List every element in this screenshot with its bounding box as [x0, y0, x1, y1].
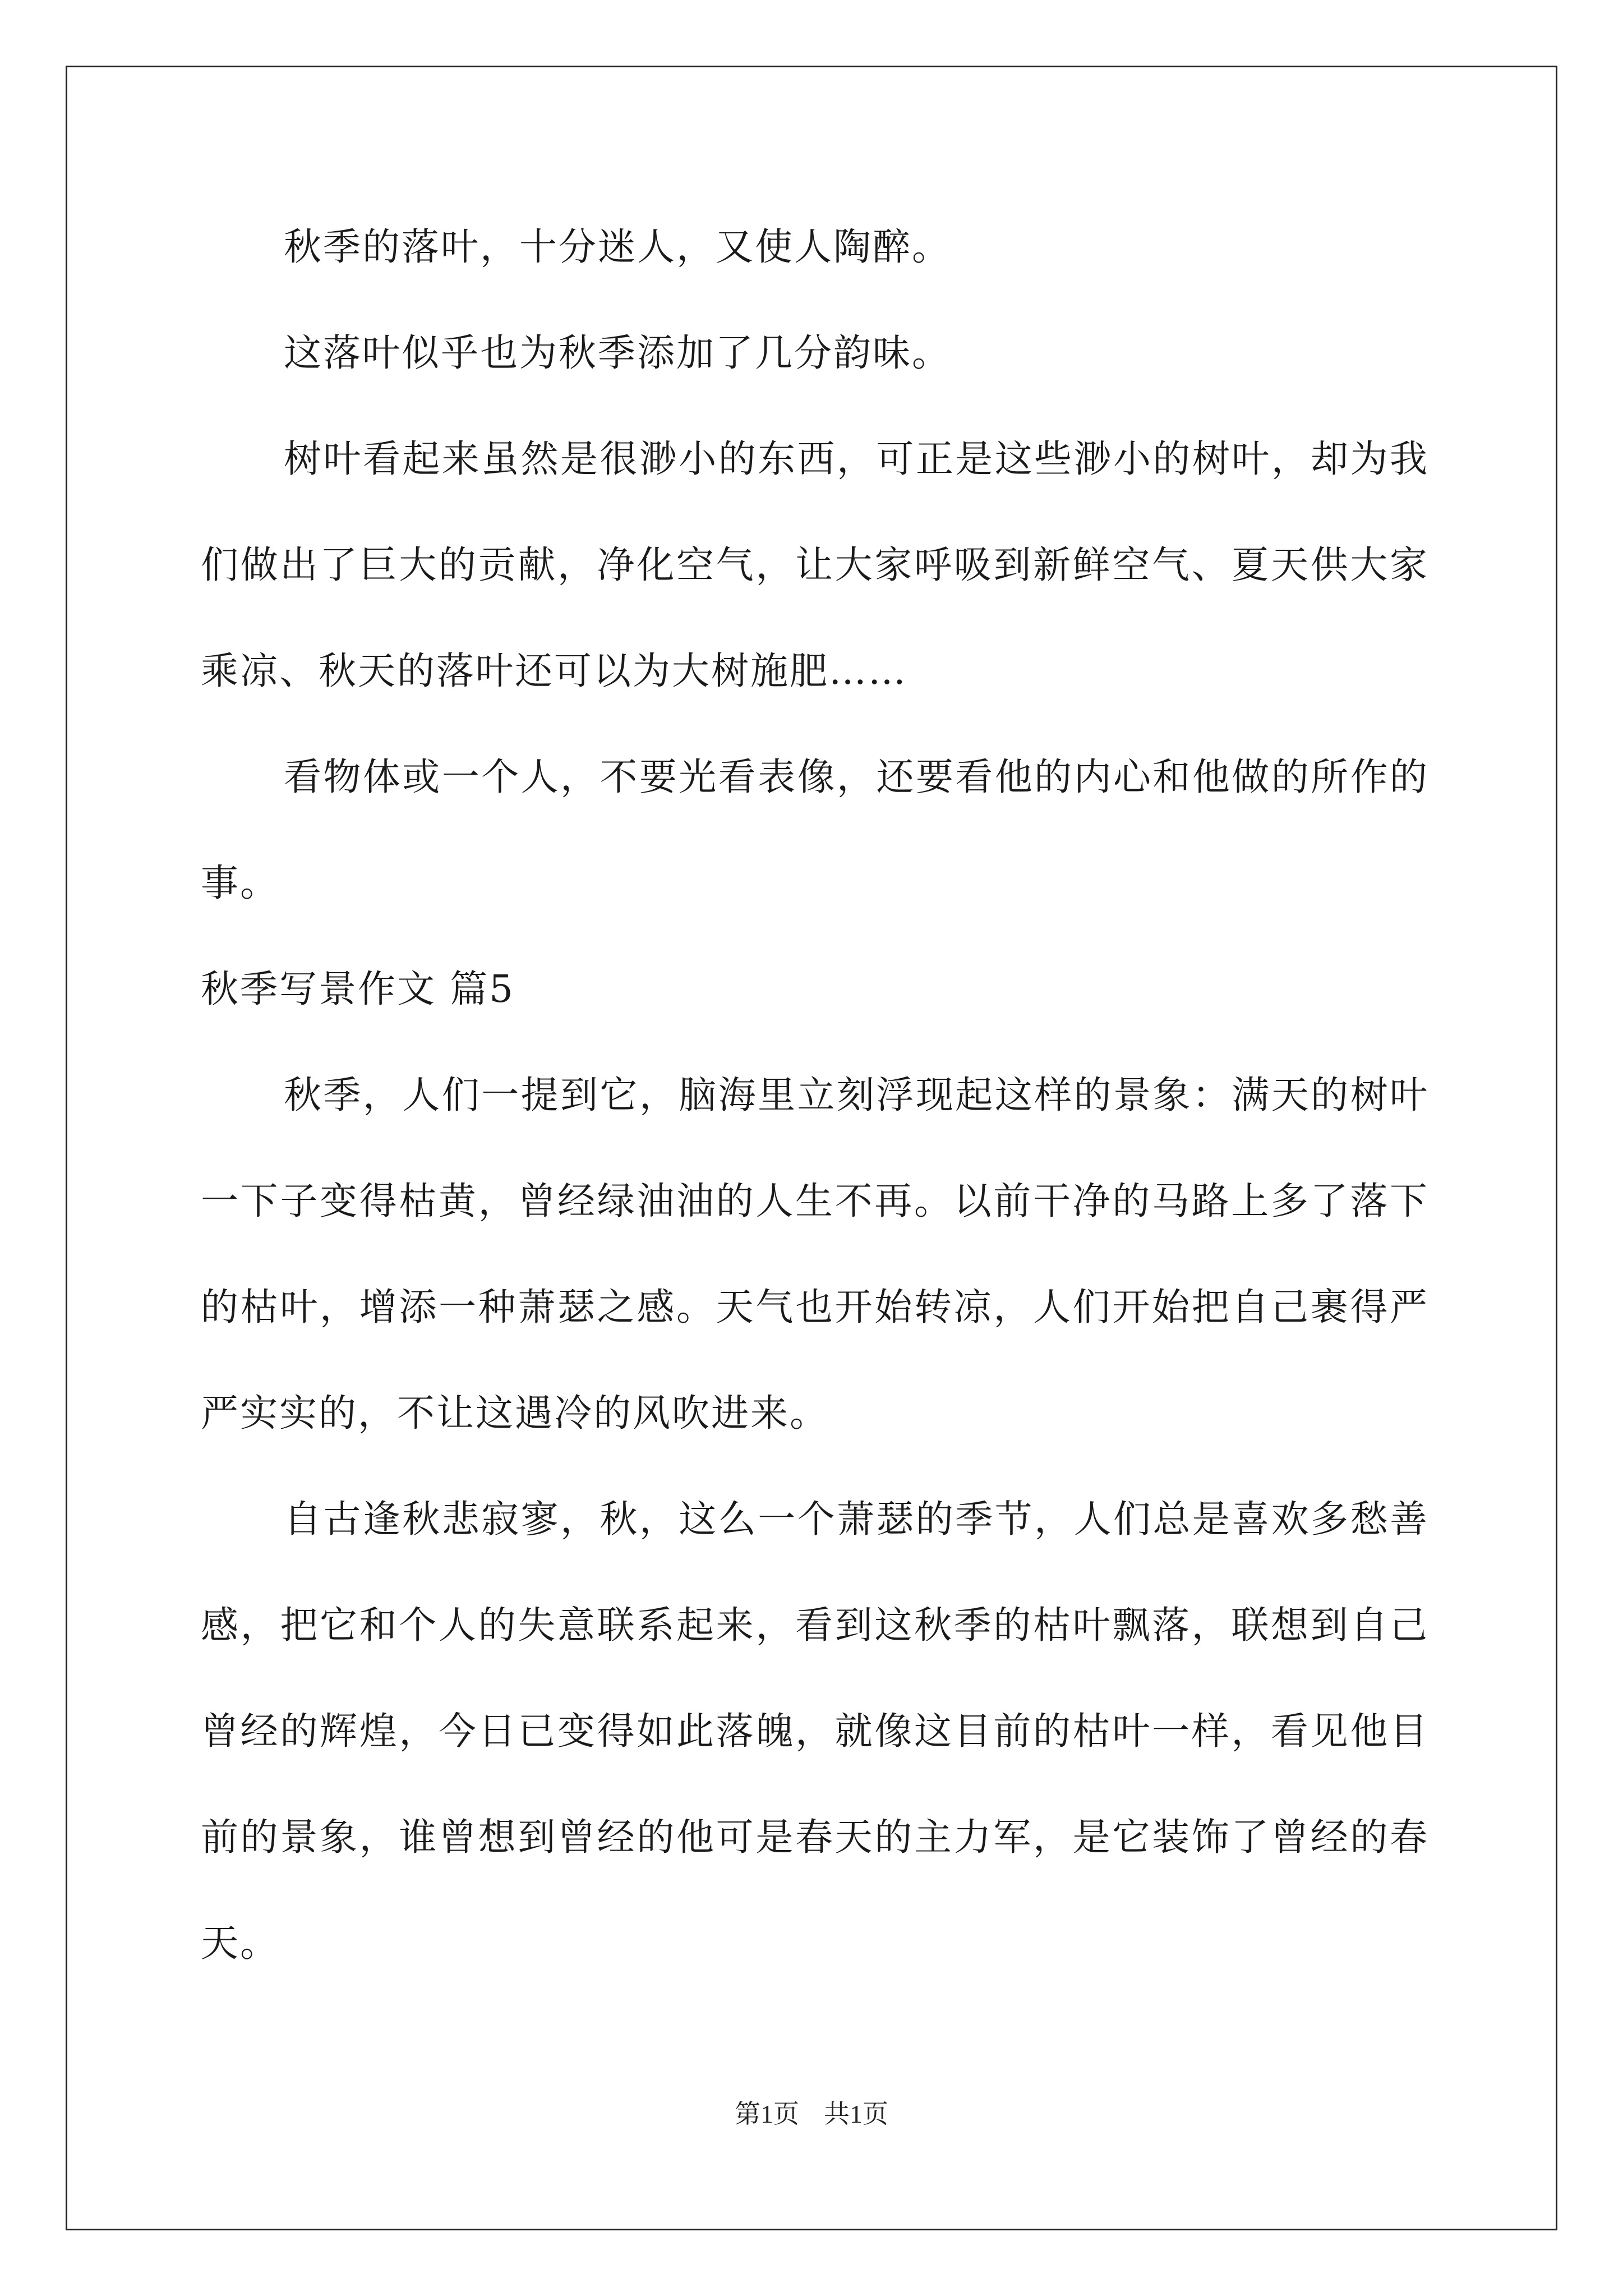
section-heading: 秋季写景作文 篇5: [201, 967, 515, 1011]
paragraph-6: 自古逢秋悲寂寥，秋，这么一个萧瑟的季节，人们总是喜欢多愁善感，把它和个人的失意联系起来，看到这秋季的枯叶飘落，联想到自己曾经的辉煌，今日已变得如此落魄，就像这目前的枯叶一样，看见他目前的景象，谁曾想到曾经的他可是春天的主力军，是它装饰了曾经的春天。: [201, 1497, 1429, 1965]
paragraph-1: 秋季的落叶，十分迷人，又使人陶醉。: [284, 225, 951, 269]
paragraph-4: 看物体或一个人，不要光看表像，还要看他的内心和他做的所作的事。: [201, 755, 1429, 905]
page-total: 共1页: [824, 2100, 888, 2128]
page-number: 第1页: [735, 2100, 799, 2128]
page-footer: [0, 2093, 1623, 2131]
paragraph-2: 这落叶似乎也为秋季添加了几分韵味。: [284, 331, 951, 375]
paragraph-5: 秋季，人们一提到它，脑海里立刻浮现起这样的景象：满天的树叶一下子变得枯黄，曾经绿油油的人生不再。以前干净的马路上多了落下的枯叶，增添一种萧瑟之感。天气也开始转凉，人们开始把自己裹得严严实实的，不让这遇冷的风吹进来。: [201, 1073, 1429, 1435]
paragraph-3: 树叶看起来虽然是很渺小的东西，可正是这些渺小的树叶，却为我们做出了巨大的贡献，净化空气，让大家呼吸到新鲜空气、夏天供大家乘凉、秋天的落叶还可以为大树施肥……: [201, 437, 1429, 693]
document-body: [201, 194, 1429, 1996]
